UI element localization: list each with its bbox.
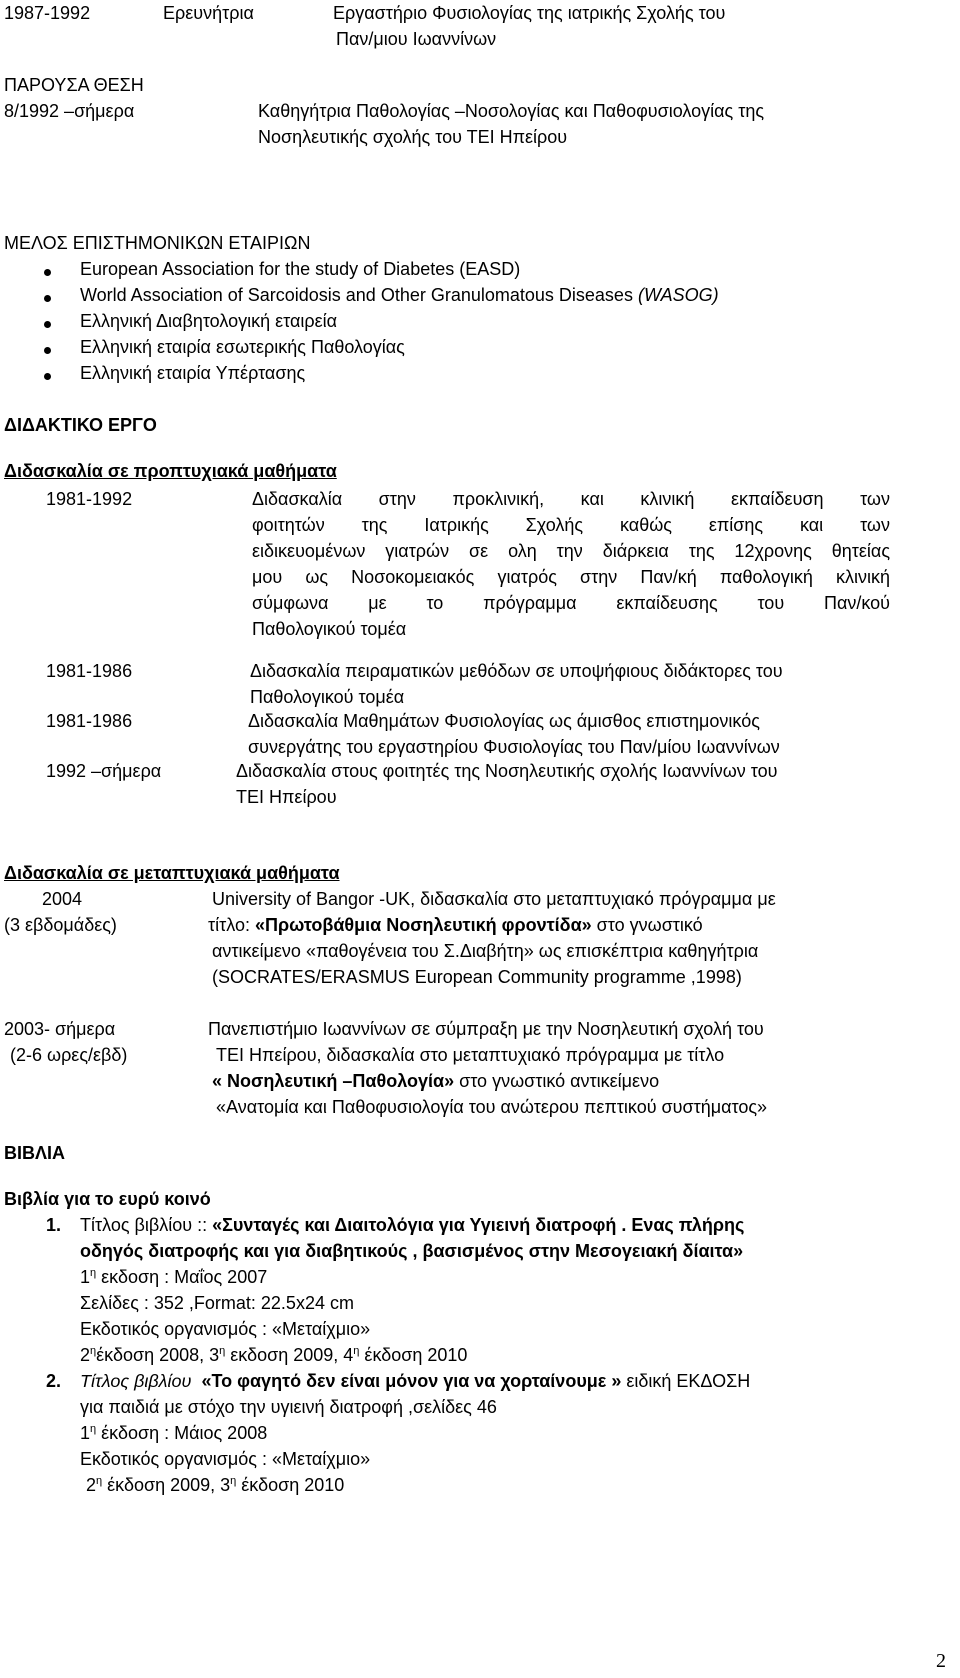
p1-line4: (SOCRATES/ERASMUS European Community programme ,1998) xyxy=(212,967,742,987)
b1-later-editions: $2^\eta έ\kappa\delta o\sigma\eta$ 2008, $3^\eta$ εκδοση 2009, $4^\eta$ έκδοση 2010 xyxy=(80,1345,468,1365)
b2-num: 2. xyxy=(46,1371,62,1391)
current-heading: ΠΑΡΟΥΣΑ ΘΕΣΗ xyxy=(4,75,144,95)
u4-date: 1992 –σήμερα xyxy=(46,761,162,781)
bullet-icon xyxy=(44,373,51,380)
postgrad-heading: Διδασκαλία σε μεταπτυχιακά μαθήματα xyxy=(4,863,340,883)
top-role: Ερευνήτρια xyxy=(163,3,254,23)
p2-line4: «Ανατομία και Παθοφυσιολογία του ανώτερου πεπτικού συστήματος» xyxy=(216,1097,768,1117)
bullet-icon xyxy=(44,269,51,276)
p1-date: 2004 xyxy=(42,889,83,909)
undergrad-heading: Διδασκαλία σε προπτυχιακά μαθήματα xyxy=(4,461,337,481)
b1-title-line2: οδηγός διατροφής και για διαβητικούς , βασισμένος στην Μεσογειακή δίαιτα» xyxy=(80,1241,744,1261)
p2-line1: Πανεπιστήμιο Ιωαννίνων σε σύμπραξη με την Νοσηλευτική σχολή του xyxy=(208,1019,764,1039)
u3-text: Διδασκαλία Μαθημάτων Φυσιολογίας ως άμισθος επιστημονικός συνεργάτης του εργαστηρίου Φυσιολογίας του Παν/μίου Ιωαννίνων xyxy=(248,711,780,757)
p2-line2: ΤΕΙ Ηπείρου, διδασκαλία στο μεταπτυχιακό πρόγραμμα με τίτλο xyxy=(216,1045,725,1065)
teaching-heading: ΔΙΔΑΚΤΙΚΟ ΕΡΓΟ xyxy=(4,415,157,435)
current-date: 8/1992 –σήμερα xyxy=(4,101,135,121)
b1-edition: $1^\eta$ εκδοση : Μαΐος 2007 xyxy=(80,1267,268,1287)
b2-edition: $1^\eta$ έκδοση : Μάιος 2008 xyxy=(80,1423,268,1443)
top-place-line1: Εργαστήριο Φυσιολογίας της ιατρικής Σχολής του xyxy=(333,3,726,23)
b1-title: Τίτλος βιβλίου :: «Συνταγές και Διαιτολόγια για Υγιεινή διατροφή . Ενας πλήρης xyxy=(80,1215,745,1235)
b2-line2: για παιδιά με στόχο την υγιεινή διατροφή ,σελίδες 46 xyxy=(80,1397,497,1417)
u1-date: 1981-1992 xyxy=(46,489,133,509)
b2-title: Τίτλος βιβλίου «Το φαγητό δεν είναι μόνον για να χορταίνουμε » ειδική ΕΚΔΟΣΗ xyxy=(80,1371,751,1391)
societies-heading: ΜΕΛΟΣ ΕΠΙΣΤΗΜΟΝΙΚΩΝ ΕΤΑΙΡΙΩΝ xyxy=(4,233,311,253)
p2-hours: (2-6 ωρες/εβδ) xyxy=(10,1045,128,1065)
top-date: 1987-1992 xyxy=(4,3,91,23)
society-item: Ελληνική εταιρία εσωτερικής Παθολογίας xyxy=(80,337,405,357)
u1-text: Διδασκαλία στην προκλινική, και κλινική εκπαίδευση των φοιτητών της Ιατρικής Σχολής καθώς επίσης και των ειδικευομένων γιατρών σε ολη την διάρκεια της 12χρονης θητείας μου ως Νοσοκομειακός γιατρός στην Παν/κή παθολογική κλινική σύμφωνα με το πρόγραμμα εκπαίδευσης του Παν/κού Παθολογικού τομέα xyxy=(252,489,890,639)
p1-line1: University of Bangor -UK, διδασκαλία στο μεταπτυχιακό πρόγραμμα με xyxy=(212,889,776,909)
p1-line3: αντικείμενο «παθογένεια του Σ.Διαβήτη» ως επισκέπτρια καθηγήτρια xyxy=(212,941,759,961)
b2-publisher: Εκδοτικός οργανισμός : «Μεταίχμιο» xyxy=(80,1449,371,1469)
b1-publisher: Εκδοτικός οργανισμός : «Μεταίχμιο» xyxy=(80,1319,371,1339)
b2-later-editions: $2^\eta$ έκδοση 2009, $3^\eta$ έκδοση 2010 xyxy=(86,1475,345,1495)
society-item: European Association for the study of Diabetes (EASD) xyxy=(80,259,521,279)
society-item: World Association of Sarcoidosis and Other Granulomatous Diseases (WASOG) xyxy=(80,285,719,305)
p1-weeks: (3 εβδομάδες) xyxy=(4,915,117,935)
current-line1: Καθηγήτρια Παθολογίας –Νοσολογίας και Παθοφυσιολογίας της xyxy=(258,101,765,121)
u2-date: 1981-1986 xyxy=(46,661,133,681)
bullet-icon xyxy=(44,295,51,302)
bullet-icon xyxy=(44,347,51,354)
page-number: 2 xyxy=(936,1650,946,1672)
top-place-line2: Παν/μιου Ιωαννίνων xyxy=(336,29,497,49)
books-heading: ΒΙΒΛΙΑ xyxy=(4,1143,66,1163)
books-sub: Βιβλία για το ευρύ κοινό xyxy=(4,1189,211,1209)
u4-text: Διδασκαλία στους φοιτητές της Νοσηλευτικής σχολής Ιωαννίνων του ΤΕΙ Ηπείρου xyxy=(236,761,778,807)
society-item: Ελληνική Διαβητολογική εταιρεία xyxy=(80,311,338,331)
bullet-icon xyxy=(44,321,51,328)
society-item: Ελληνική εταιρία Υπέρτασης xyxy=(80,363,306,383)
p1-line2: τίτλο: «Πρωτοβάθμια Νοσηλευτική φροντίδα» στο γνωστικό xyxy=(208,915,703,935)
b1-num: 1. xyxy=(46,1215,62,1235)
p2-date: 2003- σήμερα xyxy=(4,1019,116,1039)
u2-text: Διδασκαλία πειραματικών μεθόδων σε υποψήφιους διδάκτορες του Παθολογικού τομέα xyxy=(250,661,783,707)
u3-date: 1981-1986 xyxy=(46,711,133,731)
b1-pages: Σελίδες : 352 ,Format: 22.5x24 cm xyxy=(80,1293,354,1313)
current-line2: Νοσηλευτικής σχολής του ΤΕΙ Ηπείρου xyxy=(258,127,568,147)
p2-line3: « Νοσηλευτική –Παθολογία» στο γνωστικό αντικείμενο xyxy=(212,1071,660,1091)
